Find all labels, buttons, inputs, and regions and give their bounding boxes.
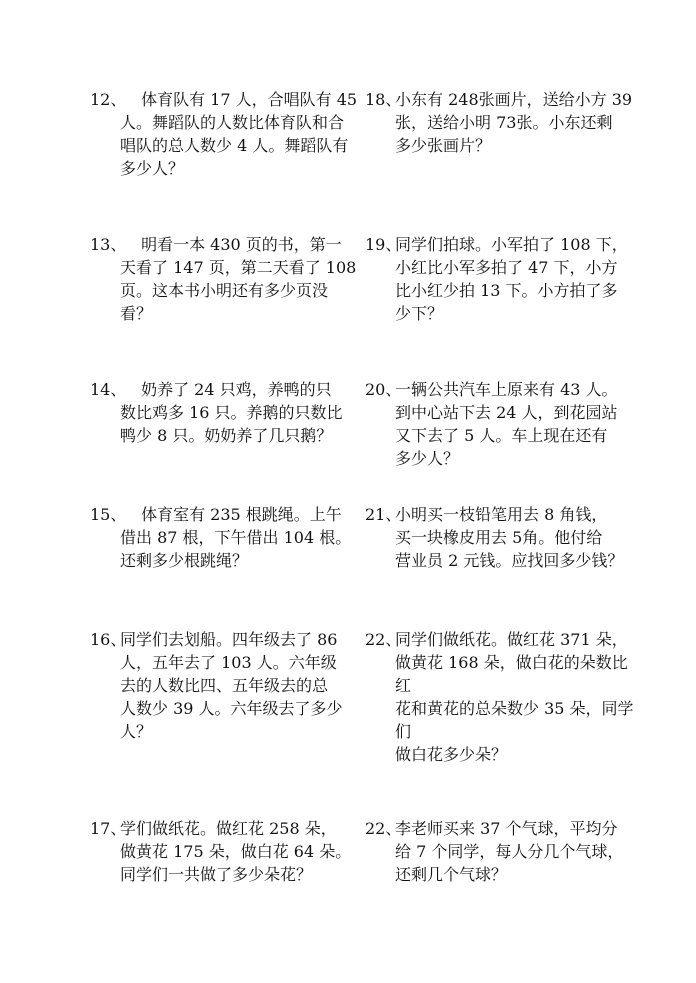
problem-number: 14、	[90, 380, 127, 399]
problem-17	[90, 817, 365, 889]
problem-14	[90, 378, 365, 450]
problem-text: 李老师买来 37 个气球，平均分 给 7 个同学，每人分几个气球， 还剩几个气球？	[395, 819, 624, 884]
problem-text: 体育队有 17 人，合唱队有 45 人。舞蹈队的人数比体育队和合 唱队的总人数少 4 人。舞蹈队有 多少人？	[120, 90, 358, 178]
problem-text: 同学们做纸花。做红花 371 朵， 做黄花 168 朵，做白花的朵数比红 花和黄花的总朵数少 35 朵，同学们 做白花多少朵？	[395, 630, 634, 764]
problem-number: 20、	[365, 380, 402, 399]
problem-number: 22、	[365, 819, 402, 838]
problem-20	[365, 378, 650, 473]
problem-19	[365, 233, 650, 328]
problem-21	[365, 503, 650, 575]
problem-text: 小东有 248张画片，送给小方 39 张，送给小明 73张。小东还剩 多少张画片？	[395, 90, 633, 155]
problem-text: 小明买一枝铅笔用去 8 角钱， 买一块橡皮用去 5角。他付给 营业员 2 元钱。应找回多少钱？	[395, 505, 624, 570]
problem-number: 15、	[90, 505, 127, 524]
problem-18	[365, 88, 650, 160]
problem-22a	[365, 628, 650, 764]
problem-13	[90, 233, 365, 328]
problem-16	[90, 628, 365, 746]
problem-15	[90, 503, 365, 575]
problem-number: 16、	[90, 630, 127, 649]
problem-number: 19、	[365, 235, 402, 254]
problem-number: 18、	[365, 90, 402, 109]
problem-text: 一辆公共汽车上原来有 43 人。 到中心站下去 24 人，到花园站 又下去了 5 人。车上现在还有 多少人？	[395, 380, 618, 468]
problem-text: 体育室有 235 根跳绳。上午 借出 87 根，下午借出 104 根。 还剩多少根跳绳？	[120, 505, 352, 570]
problem-number: 17、	[90, 819, 127, 838]
problem-number: 13、	[90, 235, 127, 254]
problem-number: 12、	[90, 90, 127, 109]
problem-text: 明看一本 430 页的书，第一 天看了 147 页，第二天看了 108 页。这本书小明还有多少页没 看？	[120, 235, 357, 323]
problem-22b	[365, 817, 650, 889]
problem-number: 21、	[365, 505, 402, 524]
problem-number: 22、	[365, 630, 402, 649]
problem-12	[90, 88, 365, 183]
problem-text: 奶养了 24 只鸡，养鸭的只 数比鸡多 16 只。养鹅的只数比 鸭少 8 只。奶奶养了几只鹅？	[120, 380, 343, 445]
problem-text: 同学们拍球。小军拍了 108 下， 小红比小军多拍了 47 下，小方 比小红少拍 13 下。小方拍了多 少下？	[395, 235, 628, 323]
problem-text: 同学们去划船。四年级去了 86 人，五年去了 103 人。六年级 去的人数比四、五年级去的总 人数少 39 人。六年级去了多少 人？	[120, 630, 343, 741]
problem-text: 学们做纸花。做红花 258 朵， 做黄花 175 朵，做白花 64 朵。 同学们一共做了多少朵花？	[120, 819, 352, 884]
